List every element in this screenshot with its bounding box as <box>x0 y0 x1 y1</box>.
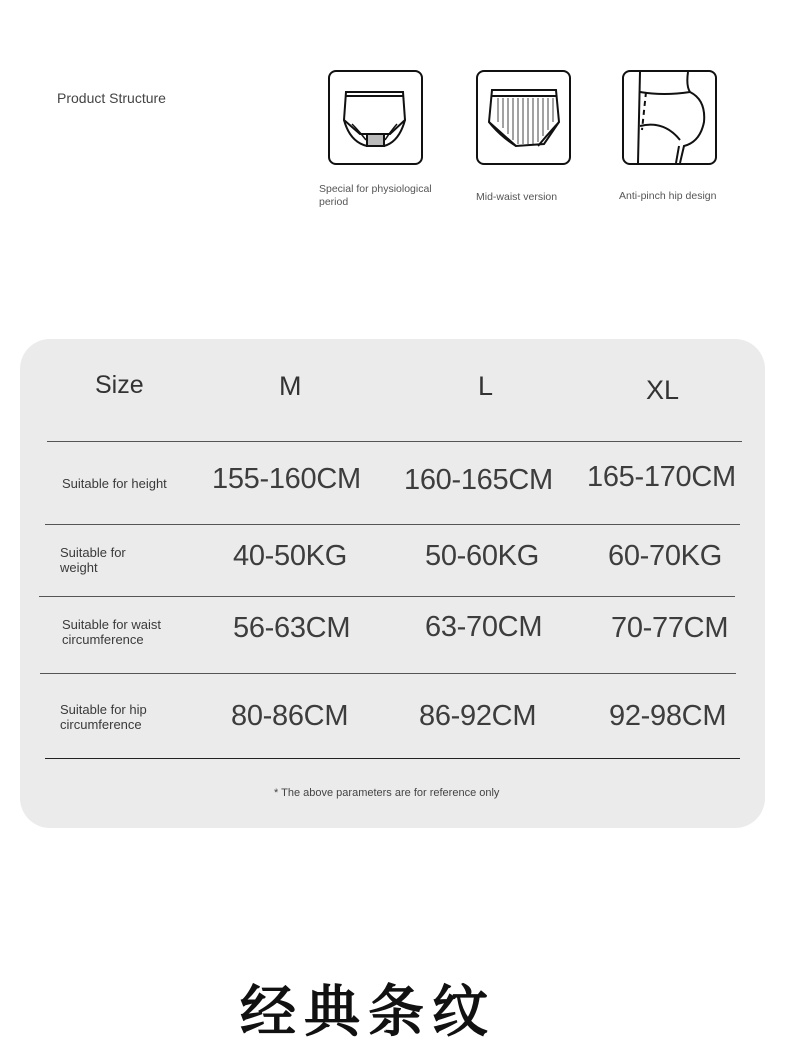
table-divider <box>45 524 740 525</box>
table-cell: 70-77CM <box>611 612 729 644</box>
table-cell: 50-60KG <box>425 540 539 572</box>
table-cell: 56-63CM <box>233 612 351 644</box>
period-briefs-icon <box>328 70 423 165</box>
table-cell: 92-98CM <box>609 700 727 732</box>
table-cell: 60-70KG <box>608 540 722 572</box>
feature-caption: Special for physiological period <box>319 183 432 208</box>
size-header-l: L <box>478 371 494 401</box>
feature-caption: Mid-waist version <box>476 191 558 203</box>
row-label-waist: Suitable for waist circumference <box>62 617 161 647</box>
size-header-xl: XL <box>646 375 680 405</box>
row-label-hip: Suitable for hip circumference <box>60 702 147 732</box>
row-label-weight: Suitable for weight <box>60 545 126 575</box>
row-label-height: Suitable for height <box>62 476 167 491</box>
table-cell: 160-165CM <box>404 464 553 496</box>
mid-waist-briefs-icon <box>476 70 571 165</box>
reference-note: * The above parameters are for reference only <box>274 787 500 799</box>
product-structure-title: Product Structure <box>57 90 166 106</box>
table-divider <box>45 758 740 759</box>
size-header-label: Size <box>95 371 144 399</box>
table-cell: 80-86CM <box>231 700 349 732</box>
table-cell: 155-160CM <box>212 463 361 495</box>
table-cell: 165-170CM <box>587 461 736 493</box>
table-divider <box>47 441 742 442</box>
table-cell: 86-92CM <box>419 700 537 732</box>
table-divider <box>40 673 736 674</box>
table-divider <box>39 596 735 597</box>
feature-period <box>319 70 458 208</box>
table-cell: 40-50KG <box>233 540 347 572</box>
feature-mid-waist <box>476 70 606 204</box>
size-chart-card <box>20 339 765 828</box>
table-cell: 63-70CM <box>425 611 543 643</box>
feature-anti-pinch <box>619 70 752 203</box>
size-header-m: M <box>279 371 302 401</box>
hip-profile-icon <box>622 70 717 165</box>
section-heading: 经典条纹 <box>240 980 496 1043</box>
feature-caption: Anti-pinch hip design <box>619 190 717 202</box>
